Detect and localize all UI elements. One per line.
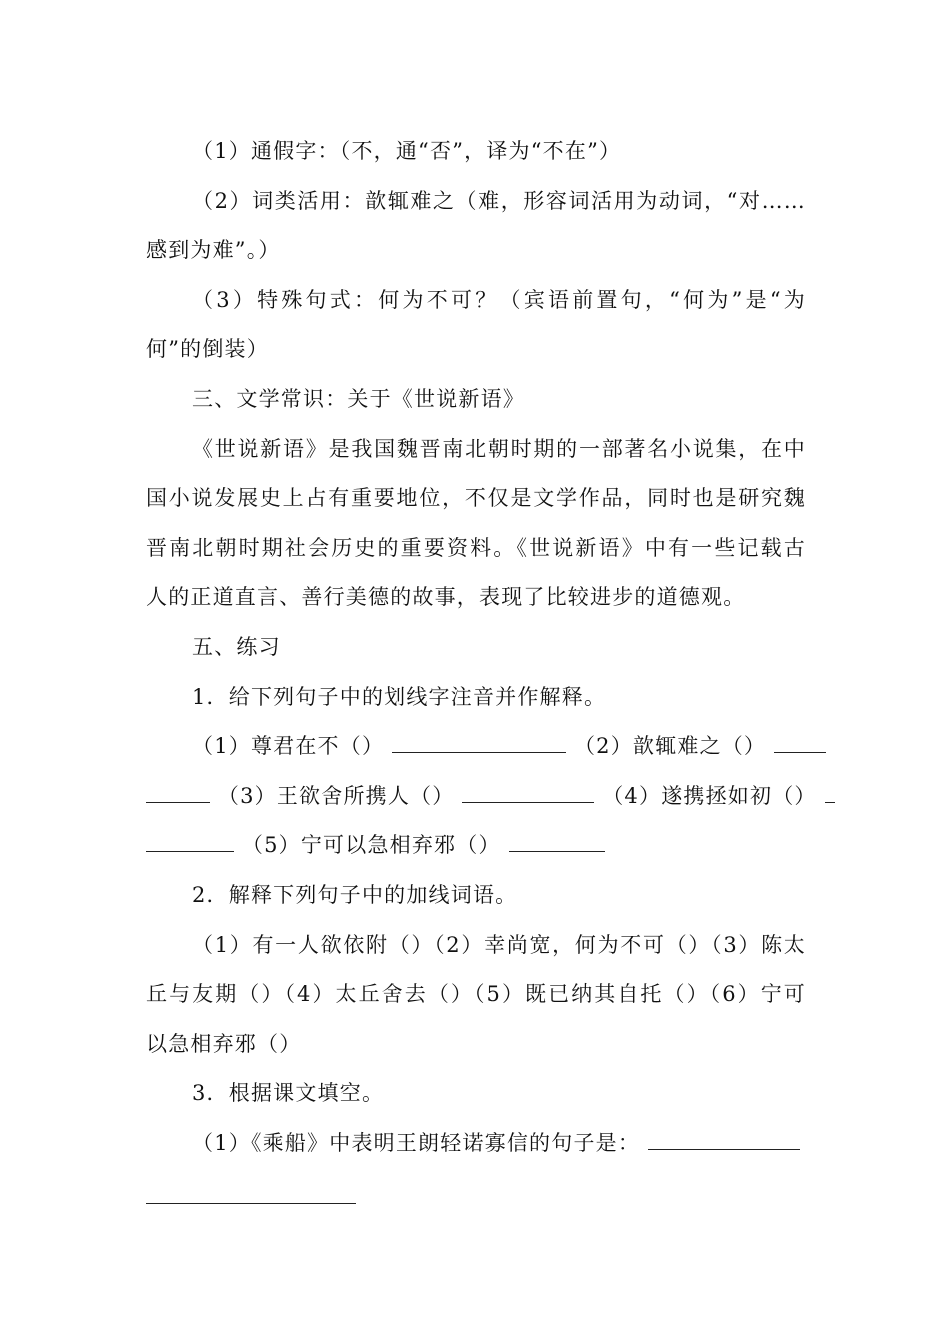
answer-blank[interactable] <box>825 786 835 803</box>
exercise-1-item-4: （4）遂携拯如初（） <box>602 783 817 808</box>
exercise-2-line: 丘与友期（）（4）太丘舍去（）（5）既已纳其自托（）（6）宁可 <box>146 982 806 1007</box>
literature-paragraph-line: 《世说新语》是我国魏晋南北朝时期的一部著名小说集，在中 <box>192 436 806 461</box>
exercise-1-prompt: 1．给下列句子中的划线字注音并作解释。 <box>192 684 607 709</box>
literature-paragraph-line: 国小说发展史上占有重要地位，不仅是文学作品，同时也是研究魏 <box>146 486 806 511</box>
exercise-1-line <box>146 772 817 822</box>
exercise-1-line <box>146 821 806 871</box>
answer-blank[interactable] <box>146 835 234 852</box>
note-cileihuoyong: （2）词类活用：歆辄难之（难，形容词活用为动词，“对…… <box>192 188 806 213</box>
section-heading-literature: 三、文学常识：关于《世说新语》 <box>192 386 525 411</box>
exercise-3-line <box>146 1119 806 1169</box>
exercise-1-line <box>146 722 806 772</box>
exercise-2-prompt: 2．解释下列句子中的加线词语。 <box>192 882 518 907</box>
answer-blank[interactable] <box>146 786 210 803</box>
exercise-1-item-1: （1）尊君在不（） <box>192 734 385 759</box>
exercise-3-item-1: （1）《乘船》中表明王朗轻诺寡信的句子是： <box>192 1130 641 1155</box>
answer-blank[interactable] <box>774 736 826 753</box>
note-teshujushi: （3）特殊句式：何为不可？（宾语前置句，“何为”是“为 <box>192 287 806 312</box>
answer-blank[interactable] <box>509 835 605 852</box>
exercise-1-item-3: （3）王欲舍所携人（） <box>217 783 455 808</box>
note-tongjiazi: （1）通假字：（不，通“否”，译为“不在”） <box>192 139 622 163</box>
answer-blank[interactable] <box>392 736 566 753</box>
exercise-1-item-2: （2）歆辄难之（） <box>573 734 767 759</box>
answer-blank[interactable] <box>146 1203 356 1204</box>
section-heading-exercises: 五、练习 <box>192 634 281 659</box>
literature-paragraph-line: 晋南北朝时期社会历史的重要资料。《世说新语》中有一些记载古 <box>146 535 806 560</box>
document-page <box>146 127 817 1168</box>
exercise-2-line: 以急相弃邪（） <box>146 1031 302 1056</box>
answer-blank[interactable] <box>462 786 594 803</box>
exercise-1-item-5: （5）宁可以急相弃邪（） <box>241 833 501 858</box>
note-teshujushi-cont: 何”的倒装） <box>146 337 269 362</box>
exercise-2-line: （1）有一人欲依附（）（2）幸尚宽，何为不可（）（3）陈太 <box>192 932 806 957</box>
answer-blank[interactable] <box>648 1133 800 1150</box>
literature-paragraph-line: 人的正道直言、善行美德的故事，表现了比较进步的道德观。 <box>146 585 746 610</box>
exercise-3-prompt: 3．根据课文填空。 <box>192 1081 385 1106</box>
note-cileihuoyong-cont: 感到为难”。） <box>146 238 281 263</box>
